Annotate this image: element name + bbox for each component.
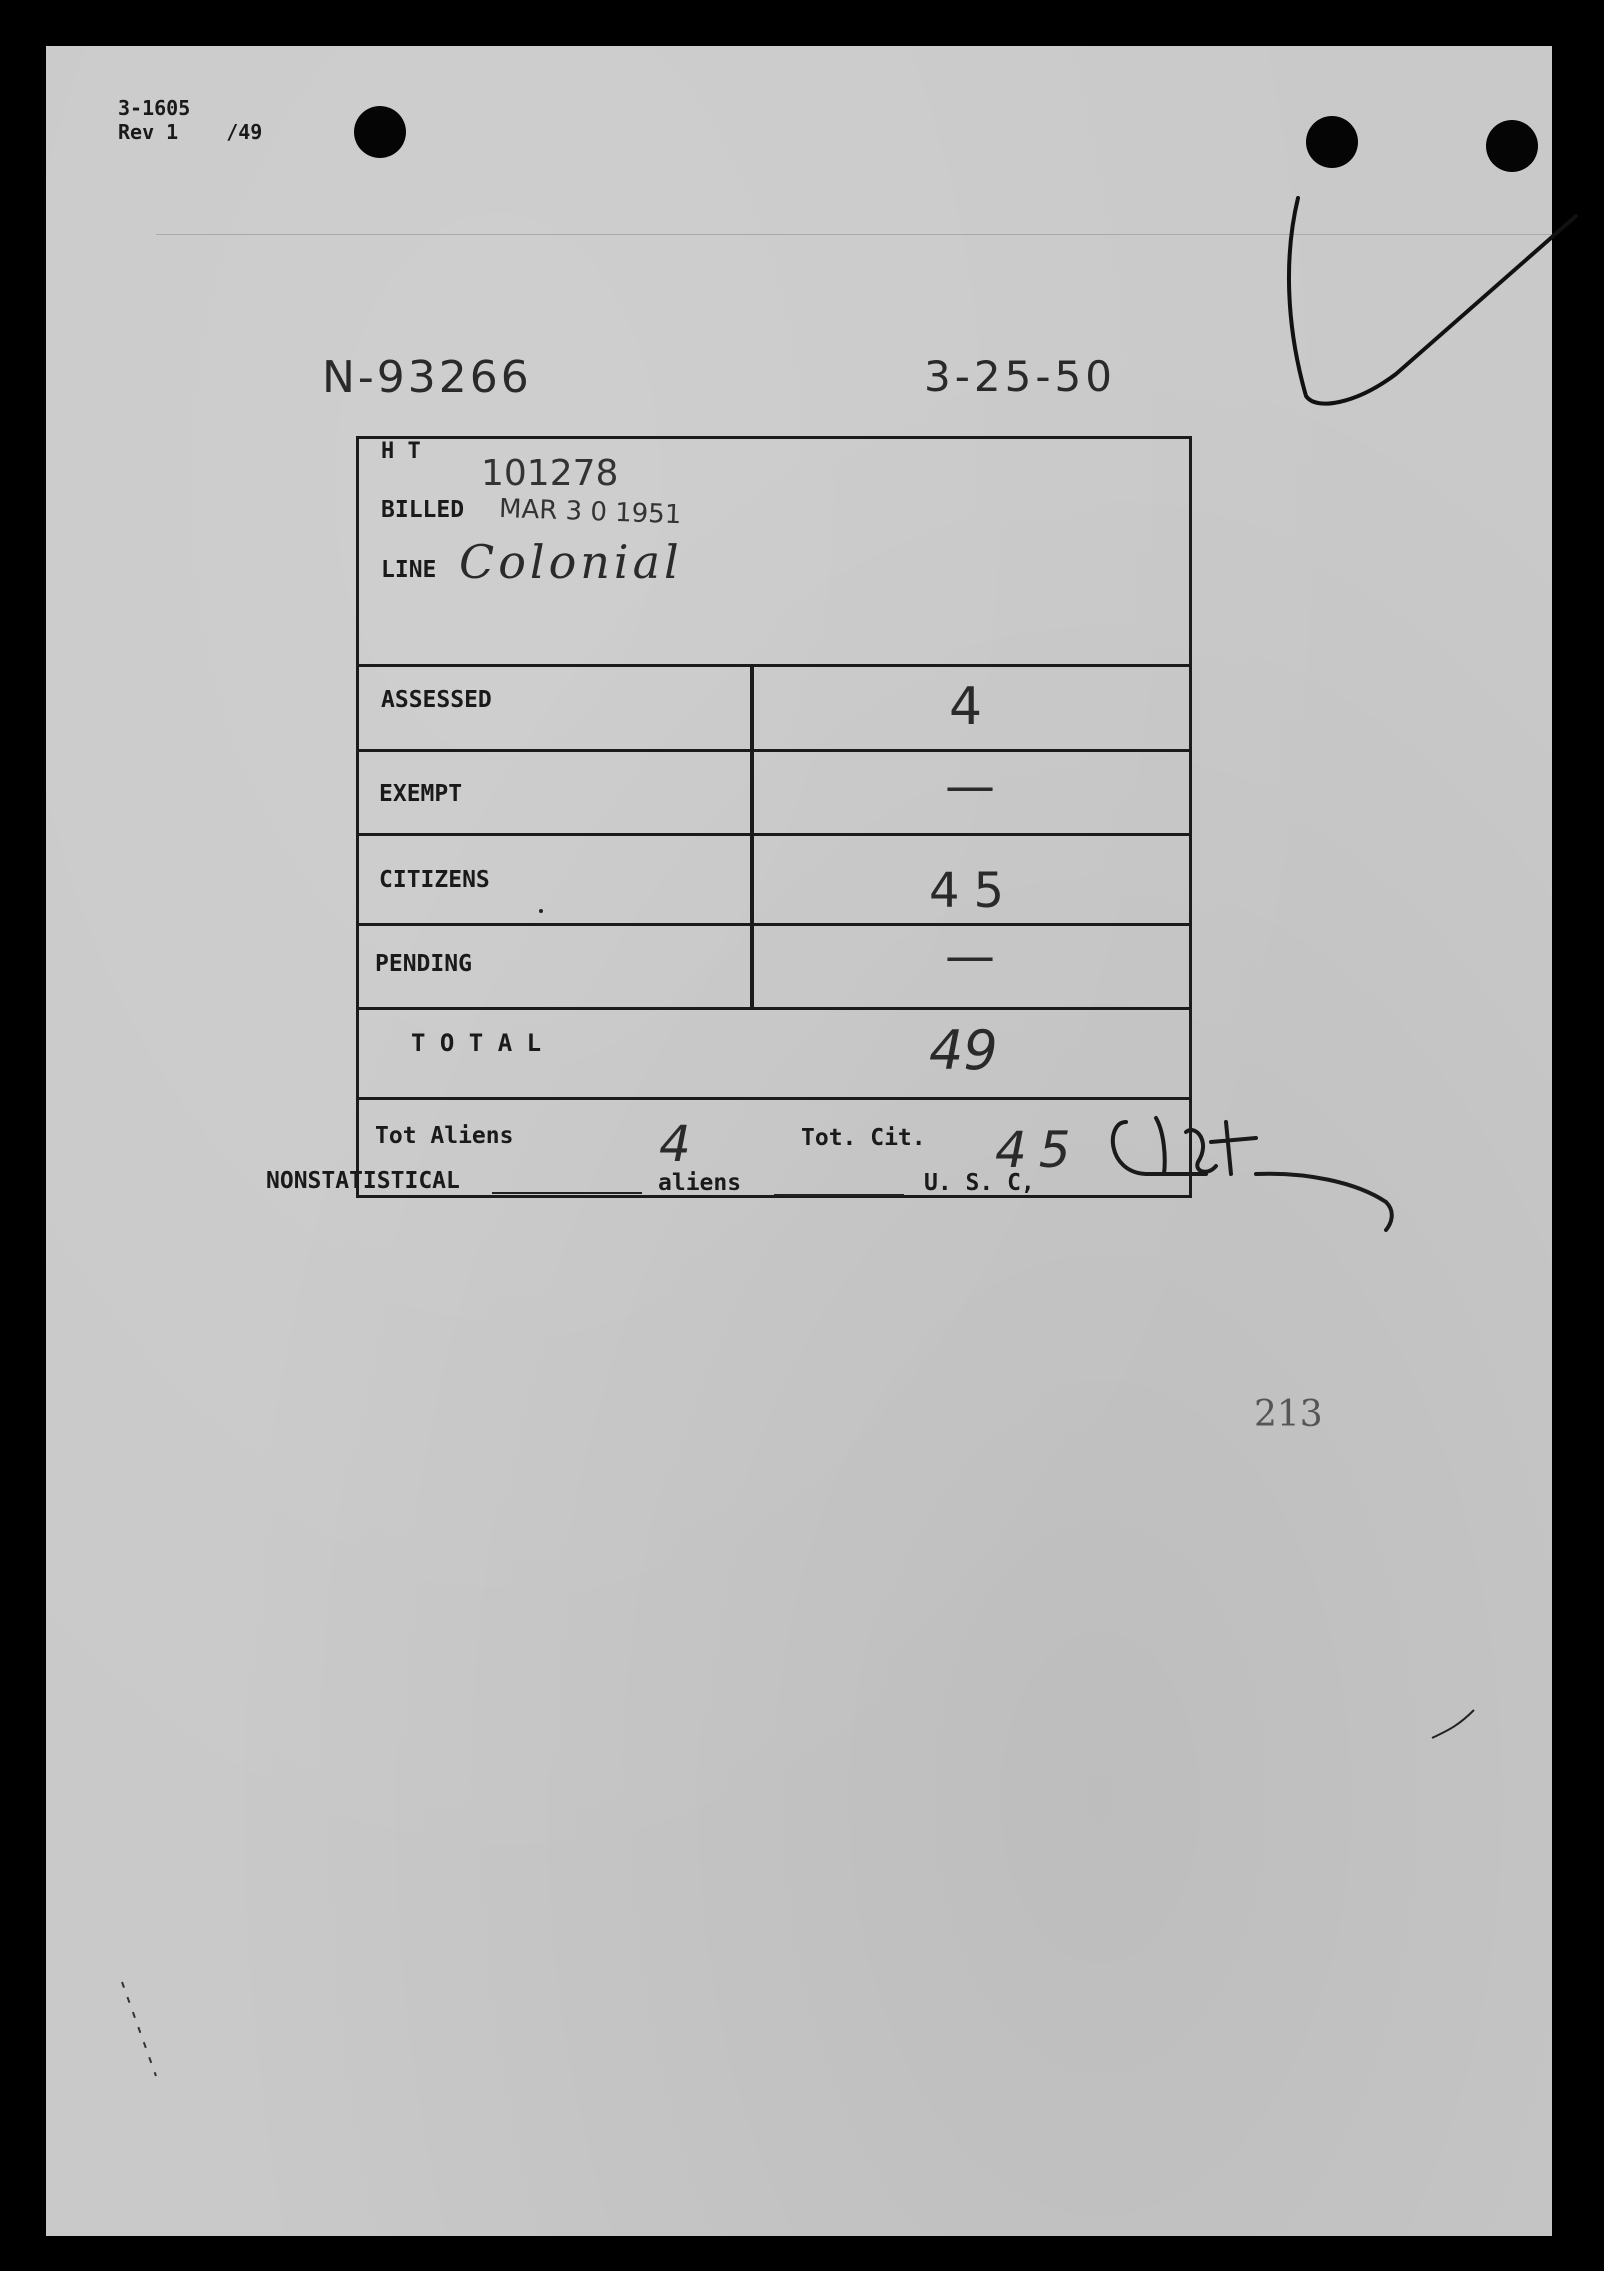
initials-signature bbox=[1086, 1062, 1406, 1242]
row-divider-5 bbox=[359, 1007, 1189, 1010]
nonstat-blank-2 bbox=[774, 1194, 904, 1196]
nonstat-label: NONSTATISTICAL bbox=[266, 1168, 460, 1194]
row-label-citizens: CITIZENS bbox=[379, 867, 490, 893]
form-number-line2: Rev 1 bbox=[118, 120, 179, 144]
speck bbox=[539, 909, 543, 913]
form-table bbox=[356, 436, 1192, 1198]
form-number-line2-wrap bbox=[118, 120, 262, 144]
tot-cit-value: 45 bbox=[995, 1121, 1083, 1179]
aliens-label: aliens bbox=[658, 1170, 742, 1196]
total-label: T O T A L bbox=[411, 1029, 542, 1057]
form-date: 3-25-50 bbox=[924, 352, 1116, 401]
form-number-line1: 3-1605 bbox=[118, 96, 191, 120]
punch-hole-left bbox=[354, 106, 406, 158]
line-label: LINE bbox=[381, 557, 437, 583]
usc-label: U. S. C, bbox=[924, 1170, 1035, 1196]
row-divider-4 bbox=[359, 923, 1189, 926]
stray-mark bbox=[1426, 1704, 1486, 1744]
billed-label: BILLED bbox=[381, 497, 465, 523]
billed-stamp: MAR 3 0 1951 bbox=[498, 493, 682, 531]
column-divider bbox=[750, 664, 754, 1009]
document-page bbox=[46, 46, 1552, 2236]
page-number: 213 bbox=[1254, 1394, 1323, 1435]
row-divider-3 bbox=[359, 833, 1189, 836]
row-label-assessed: ASSESSED bbox=[381, 687, 492, 713]
nonstat-blank-1 bbox=[492, 1192, 642, 1194]
ht-label: H T bbox=[381, 439, 421, 464]
ht-number: 101278 bbox=[481, 453, 619, 494]
line-value: Colonial bbox=[459, 535, 683, 589]
row-divider-2 bbox=[359, 749, 1189, 752]
row-value-pending: — bbox=[945, 927, 995, 985]
tot-aliens-label: Tot Aliens bbox=[375, 1123, 514, 1149]
stray-mark-left bbox=[116, 1976, 176, 2086]
tot-cit-label: Tot. Cit. bbox=[801, 1125, 926, 1151]
total-value: 49 bbox=[929, 1019, 998, 1082]
row-value-assessed: 4 bbox=[949, 677, 983, 737]
row-value-exempt: — bbox=[945, 757, 995, 815]
checkmark-mark bbox=[1236, 136, 1596, 426]
tot-aliens-value: 4 bbox=[659, 1115, 691, 1173]
row-divider-1 bbox=[359, 664, 1189, 667]
file-number: N-93266 bbox=[322, 352, 532, 403]
row-label-pending: PENDING bbox=[375, 951, 472, 977]
form-number-rev-date: /49 bbox=[226, 120, 263, 144]
row-value-citizens: 45 bbox=[929, 863, 1019, 919]
row-label-exempt: EXEMPT bbox=[379, 781, 463, 807]
row-divider-6 bbox=[359, 1097, 1189, 1100]
